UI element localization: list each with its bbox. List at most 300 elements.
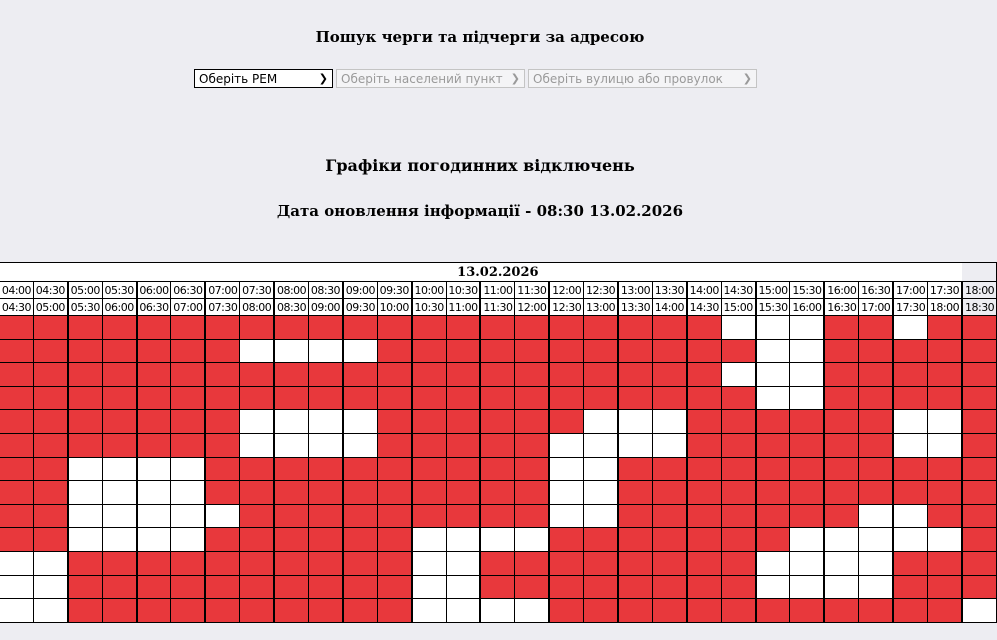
- outage-cell: [618, 551, 652, 575]
- power-cell: [790, 575, 824, 599]
- rem-select[interactable]: [194, 69, 333, 88]
- street-select[interactable]: [528, 69, 757, 88]
- outage-cell: [721, 457, 755, 481]
- time-to-cell: 08:30: [274, 299, 308, 316]
- outage-cell: [274, 575, 308, 599]
- outage-cell: [515, 363, 549, 387]
- outage-cell: [584, 316, 618, 340]
- outage-cell: [928, 504, 962, 528]
- queue-row: [0, 363, 997, 387]
- outage-cell: [343, 363, 377, 387]
- outage-cell: [205, 363, 239, 387]
- outage-cell: [33, 528, 67, 552]
- time-to-cell: 18:30: [962, 299, 997, 316]
- outage-cell: [756, 433, 790, 457]
- outage-cell: [240, 551, 274, 575]
- outage-cell: [0, 316, 33, 340]
- schedule-grid: [0, 262, 995, 606]
- outage-cell: [962, 575, 997, 599]
- outage-cell: [446, 386, 480, 410]
- outage-cell: [171, 410, 205, 434]
- outage-cell: [928, 457, 962, 481]
- outage-cell: [412, 363, 446, 387]
- power-cell: [68, 481, 102, 505]
- outage-cell: [652, 363, 686, 387]
- outage-cell: [102, 551, 136, 575]
- outage-cell: [859, 599, 893, 623]
- queue-row: [0, 504, 997, 528]
- outage-cell: [171, 551, 205, 575]
- outage-cell: [928, 481, 962, 505]
- queue-row: [0, 457, 997, 481]
- outage-cell: [859, 481, 893, 505]
- power-cell: [928, 433, 962, 457]
- outage-cell: [377, 339, 411, 363]
- outage-cell: [756, 457, 790, 481]
- outage-cell: [824, 316, 858, 340]
- outage-cell: [309, 363, 343, 387]
- power-cell: [515, 599, 549, 623]
- outage-cell: [171, 433, 205, 457]
- power-cell: [584, 433, 618, 457]
- power-cell: [584, 457, 618, 481]
- power-cell: [721, 363, 755, 387]
- power-cell: [0, 599, 33, 623]
- outage-cell: [515, 481, 549, 505]
- outage-cell: [721, 599, 755, 623]
- outage-cell: [68, 575, 102, 599]
- outage-cell: [309, 481, 343, 505]
- outage-cell: [377, 363, 411, 387]
- outage-cell: [412, 433, 446, 457]
- outage-cell: [33, 316, 67, 340]
- outage-cell: [687, 575, 721, 599]
- outage-cell: [343, 528, 377, 552]
- time-to-cell: 10:00: [377, 299, 411, 316]
- outage-cell: [756, 410, 790, 434]
- queue-row: [0, 386, 997, 410]
- outage-cell: [824, 386, 858, 410]
- outage-cell: [584, 599, 618, 623]
- outage-cell: [584, 386, 618, 410]
- outage-cell: [584, 575, 618, 599]
- outage-cell: [205, 339, 239, 363]
- outage-cell: [962, 551, 997, 575]
- power-cell: [549, 433, 583, 457]
- power-cell: [652, 410, 686, 434]
- time-to-cell: 14:00: [652, 299, 686, 316]
- time-from-cell: 06:00: [137, 282, 171, 299]
- outage-cell: [687, 363, 721, 387]
- outage-cell: [928, 551, 962, 575]
- outage-cell: [274, 528, 308, 552]
- outage-cell: [102, 316, 136, 340]
- outage-cell: [274, 551, 308, 575]
- outage-cell: [652, 528, 686, 552]
- time-from-cell: 04:30: [33, 282, 67, 299]
- time-to-cell: 15:30: [756, 299, 790, 316]
- outage-cell: [137, 339, 171, 363]
- outage-cell: [309, 386, 343, 410]
- power-cell: [756, 551, 790, 575]
- outage-cell: [480, 363, 514, 387]
- queue-row: [0, 551, 997, 575]
- time-to-cell: 09:00: [309, 299, 343, 316]
- power-cell: [756, 363, 790, 387]
- outage-cell: [824, 363, 858, 387]
- outage-cell: [0, 504, 33, 528]
- outage-cell: [687, 457, 721, 481]
- outage-cell: [377, 457, 411, 481]
- outage-cell: [893, 481, 927, 505]
- outage-cell: [102, 599, 136, 623]
- power-cell: [274, 339, 308, 363]
- outage-cell: [652, 551, 686, 575]
- outage-cell: [756, 504, 790, 528]
- power-cell: [309, 433, 343, 457]
- time-to-cell: 13:30: [618, 299, 652, 316]
- power-cell: [309, 339, 343, 363]
- outage-cell: [687, 481, 721, 505]
- power-cell: [274, 410, 308, 434]
- outage-cell: [859, 316, 893, 340]
- time-to-cell: 14:30: [687, 299, 721, 316]
- outage-cell: [480, 386, 514, 410]
- power-cell: [137, 504, 171, 528]
- outage-cell: [377, 575, 411, 599]
- outage-cell: [893, 599, 927, 623]
- outage-cell: [377, 528, 411, 552]
- outage-cell: [549, 386, 583, 410]
- outage-cell: [309, 457, 343, 481]
- outage-cell: [446, 363, 480, 387]
- power-cell: [171, 481, 205, 505]
- outage-cell: [790, 504, 824, 528]
- outage-cell: [412, 386, 446, 410]
- time-from-cell: 08:30: [309, 282, 343, 299]
- power-cell: [893, 433, 927, 457]
- time-to-cell: 11:00: [446, 299, 480, 316]
- power-cell: [893, 316, 927, 340]
- power-cell: [584, 410, 618, 434]
- outage-cell: [859, 363, 893, 387]
- outage-cell: [240, 575, 274, 599]
- power-cell: [859, 575, 893, 599]
- outage-cell: [618, 481, 652, 505]
- outage-cell: [205, 551, 239, 575]
- power-cell: [790, 528, 824, 552]
- outage-cell: [68, 363, 102, 387]
- outage-cell: [721, 551, 755, 575]
- time-from-cell: 09:00: [343, 282, 377, 299]
- power-cell: [515, 528, 549, 552]
- time-from-cell: 15:30: [790, 282, 824, 299]
- outage-cell: [515, 386, 549, 410]
- time-from-cell: 16:00: [824, 282, 858, 299]
- outage-cell: [240, 457, 274, 481]
- queue-row: [0, 410, 997, 434]
- outage-cell: [309, 599, 343, 623]
- outage-cell: [240, 504, 274, 528]
- outage-cell: [893, 575, 927, 599]
- settlement-select-value: Оберіть населений пункт: [341, 71, 503, 86]
- outage-cell: [274, 386, 308, 410]
- outage-cell: [412, 339, 446, 363]
- power-cell: [824, 551, 858, 575]
- power-cell: [790, 316, 824, 340]
- outage-cell: [205, 410, 239, 434]
- time-from-cell: 16:30: [859, 282, 893, 299]
- time-from-cell: 08:00: [274, 282, 308, 299]
- outage-cell: [480, 339, 514, 363]
- outage-cell: [480, 504, 514, 528]
- outage-cell: [0, 433, 33, 457]
- outage-cell: [721, 481, 755, 505]
- outage-cell: [790, 457, 824, 481]
- outage-cell: [584, 551, 618, 575]
- outage-cell: [0, 386, 33, 410]
- power-cell: [790, 363, 824, 387]
- outage-cell: [240, 316, 274, 340]
- power-cell: [171, 457, 205, 481]
- outage-cell: [515, 551, 549, 575]
- outage-cell: [824, 457, 858, 481]
- outage-cell: [515, 504, 549, 528]
- time-to-cell: 16:30: [824, 299, 858, 316]
- outage-cell: [309, 504, 343, 528]
- outage-cell: [618, 363, 652, 387]
- outage-cell: [515, 575, 549, 599]
- time-from-cell: 10:30: [446, 282, 480, 299]
- rem-select-value: Оберіть РЕМ: [199, 71, 278, 86]
- outage-cell: [412, 457, 446, 481]
- outage-cell: [515, 410, 549, 434]
- outage-cell: [687, 410, 721, 434]
- outage-cell: [68, 433, 102, 457]
- outage-cell: [446, 457, 480, 481]
- outage-cell: [377, 599, 411, 623]
- outage-cell: [205, 599, 239, 623]
- outage-cell: [137, 386, 171, 410]
- outage-cell: [343, 575, 377, 599]
- power-cell: [721, 316, 755, 340]
- outage-cell: [549, 551, 583, 575]
- outage-cell: [446, 481, 480, 505]
- power-cell: [446, 599, 480, 623]
- outage-cell: [790, 599, 824, 623]
- outage-cell: [756, 528, 790, 552]
- queue-row: [0, 339, 997, 363]
- power-cell: [33, 599, 67, 623]
- outage-cell: [102, 386, 136, 410]
- outage-cell: [137, 599, 171, 623]
- time-to-cell: 06:00: [102, 299, 136, 316]
- power-cell: [480, 599, 514, 623]
- schedule-title: Графіки погодинних відключень: [325, 156, 635, 175]
- outage-cell: [549, 363, 583, 387]
- power-cell: [240, 433, 274, 457]
- outage-cell: [343, 551, 377, 575]
- power-cell: [343, 339, 377, 363]
- outage-cell: [68, 551, 102, 575]
- outage-cell: [240, 363, 274, 387]
- outage-cell: [618, 457, 652, 481]
- settlement-select[interactable]: [336, 69, 525, 88]
- outage-cell: [343, 481, 377, 505]
- outage-cell: [446, 339, 480, 363]
- outage-cell: [859, 410, 893, 434]
- outage-cell: [343, 599, 377, 623]
- outage-cell: [549, 575, 583, 599]
- outage-cell: [137, 551, 171, 575]
- outage-cell: [549, 339, 583, 363]
- outage-cell: [377, 504, 411, 528]
- time-to-cell: 04:30: [0, 299, 33, 316]
- outage-cell: [274, 457, 308, 481]
- power-cell: [0, 575, 33, 599]
- outage-cell: [240, 528, 274, 552]
- outage-cell: [652, 316, 686, 340]
- time-from-cell: 18:00: [962, 282, 997, 299]
- outage-cell: [515, 339, 549, 363]
- outage-cell: [137, 575, 171, 599]
- power-cell: [859, 504, 893, 528]
- outage-cell: [240, 481, 274, 505]
- outage-cell: [412, 481, 446, 505]
- time-to-cell: 09:30: [343, 299, 377, 316]
- time-to-cell: 13:00: [584, 299, 618, 316]
- power-cell: [240, 339, 274, 363]
- power-cell: [756, 575, 790, 599]
- outage-cell: [446, 433, 480, 457]
- outage-cell: [618, 575, 652, 599]
- outage-cell: [652, 575, 686, 599]
- outage-cell: [652, 599, 686, 623]
- outage-cell: [618, 386, 652, 410]
- outage-cell: [412, 410, 446, 434]
- outage-cell: [687, 599, 721, 623]
- time-from-cell: 12:00: [549, 282, 583, 299]
- outage-cell: [102, 339, 136, 363]
- outage-cell: [137, 363, 171, 387]
- chevron-down-icon: ❯: [318, 72, 328, 85]
- time-from-cell: 10:00: [412, 282, 446, 299]
- outage-cell: [824, 504, 858, 528]
- power-cell: [446, 575, 480, 599]
- outage-cell: [480, 410, 514, 434]
- power-cell: [893, 504, 927, 528]
- outage-cell: [205, 316, 239, 340]
- outage-cell: [0, 528, 33, 552]
- power-cell: [584, 504, 618, 528]
- power-cell: [549, 504, 583, 528]
- time-from-cell: 15:00: [756, 282, 790, 299]
- outage-cell: [33, 457, 67, 481]
- outage-cell: [515, 457, 549, 481]
- outage-cell: [102, 410, 136, 434]
- power-cell: [584, 481, 618, 505]
- queue-row: [0, 575, 997, 599]
- outage-cell: [721, 504, 755, 528]
- power-cell: [549, 457, 583, 481]
- outage-cell: [721, 386, 755, 410]
- time-to-cell: 10:30: [412, 299, 446, 316]
- outage-cell: [480, 551, 514, 575]
- outage-cell: [377, 410, 411, 434]
- outage-cell: [0, 410, 33, 434]
- chevron-down-icon: ❯: [510, 72, 520, 85]
- outage-cell: [446, 410, 480, 434]
- outage-cell: [33, 363, 67, 387]
- outage-cell: [480, 316, 514, 340]
- power-cell: [0, 551, 33, 575]
- outage-cell: [859, 457, 893, 481]
- outage-cell: [928, 575, 962, 599]
- outage-cell: [893, 457, 927, 481]
- power-cell: [446, 528, 480, 552]
- outage-cell: [824, 433, 858, 457]
- outage-cell: [446, 504, 480, 528]
- outage-cell: [205, 386, 239, 410]
- outage-cell: [549, 316, 583, 340]
- power-cell: [412, 599, 446, 623]
- outage-cell: [962, 339, 997, 363]
- outage-cell: [102, 575, 136, 599]
- outage-cell: [824, 410, 858, 434]
- power-cell: [274, 433, 308, 457]
- power-cell: [790, 386, 824, 410]
- power-cell: [893, 528, 927, 552]
- outage-cell: [893, 386, 927, 410]
- outage-cell: [33, 433, 67, 457]
- schedule-date: 13.02.2026: [0, 263, 997, 282]
- time-from-cell: 14:30: [721, 282, 755, 299]
- time-to-cell: 07:00: [171, 299, 205, 316]
- outage-cell: [687, 316, 721, 340]
- outage-cell: [824, 599, 858, 623]
- outage-cell: [274, 363, 308, 387]
- power-cell: [412, 551, 446, 575]
- power-cell: [962, 599, 997, 623]
- outage-cell: [33, 339, 67, 363]
- outage-cell: [962, 528, 997, 552]
- outage-cell: [343, 316, 377, 340]
- time-from-cell: 04:00: [0, 282, 33, 299]
- power-cell: [33, 575, 67, 599]
- outage-cell: [309, 316, 343, 340]
- power-cell: [205, 504, 239, 528]
- outage-cell: [893, 551, 927, 575]
- outage-cell: [274, 504, 308, 528]
- outage-cell: [790, 433, 824, 457]
- power-cell: [68, 528, 102, 552]
- time-from-cell: 11:30: [515, 282, 549, 299]
- outage-cell: [377, 386, 411, 410]
- outage-cell: [515, 316, 549, 340]
- power-cell: [240, 410, 274, 434]
- outage-cell: [171, 575, 205, 599]
- queue-row: [0, 599, 997, 623]
- outage-cell: [171, 599, 205, 623]
- outage-cell: [205, 457, 239, 481]
- outage-cell: [205, 575, 239, 599]
- outage-cell: [274, 599, 308, 623]
- outage-cell: [412, 316, 446, 340]
- outage-cell: [171, 316, 205, 340]
- time-from-cell: 17:00: [893, 282, 927, 299]
- power-cell: [618, 410, 652, 434]
- outage-cell: [721, 410, 755, 434]
